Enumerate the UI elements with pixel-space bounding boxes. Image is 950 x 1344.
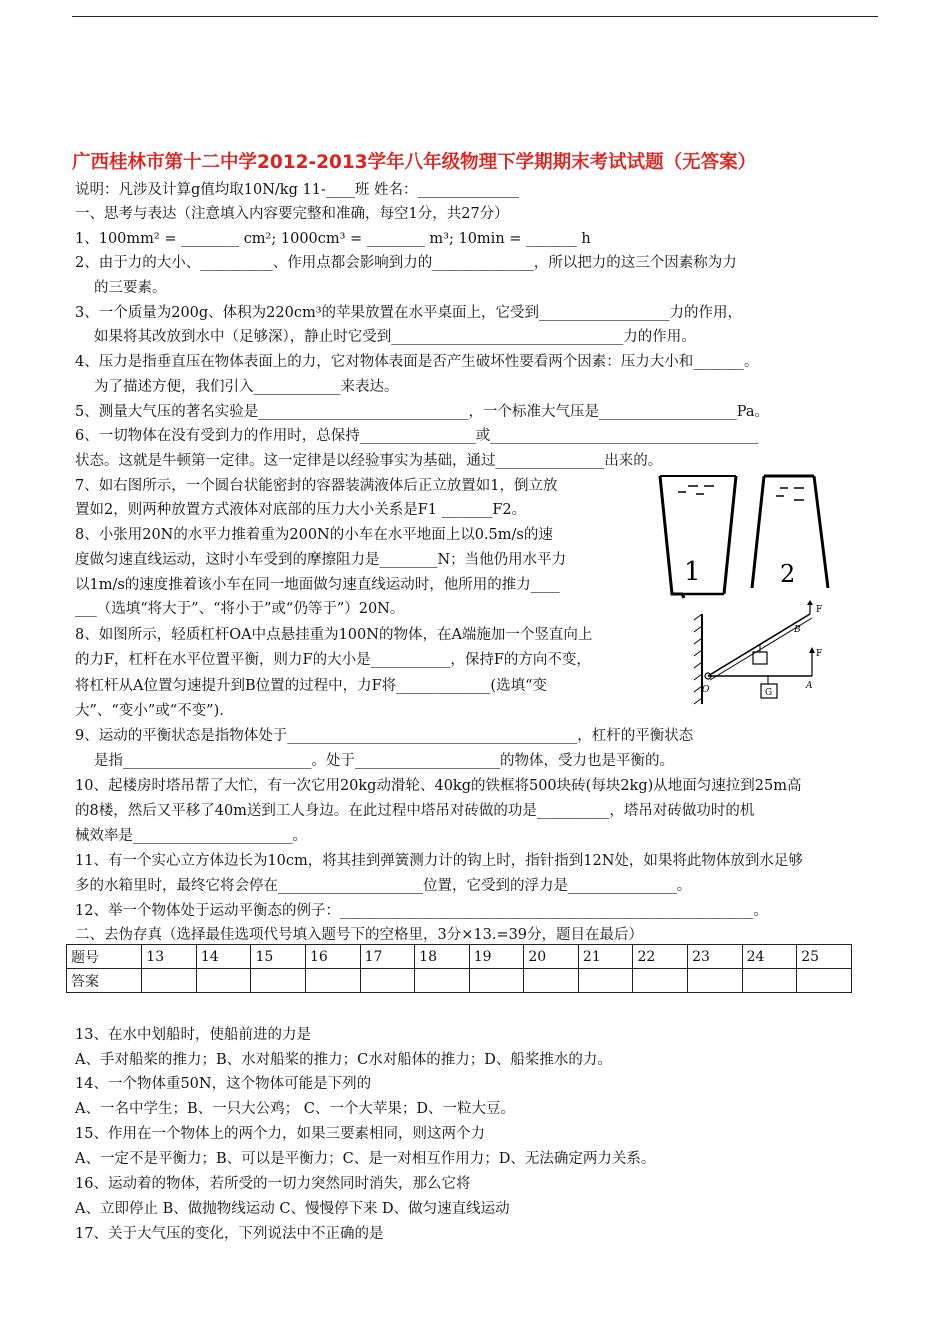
answer-cell[interactable] <box>578 969 633 993</box>
q10-cont-1: 的8楼，然后又平移了40m送到工人身边。在此过程中塔吊对砖做的功是__________，塔吊对砖做功时的机 <box>75 803 755 819</box>
q11-text: 11、有一个实心立方体边长为10cm，将其挂到弹簧测力计的钩上时，指针指到12N处，如果将此物体放到水足够 <box>75 853 803 869</box>
table-row <box>67 969 852 993</box>
table-cell: 24 <box>742 945 797 969</box>
table-cell: 14 <box>196 945 251 969</box>
table-cell: 17 <box>360 945 415 969</box>
answer-cell[interactable] <box>142 969 197 993</box>
table-cell: 23 <box>688 945 743 969</box>
table-cell: 题号 <box>67 945 142 969</box>
q2-text: 2、由于力的大小、__________、作用点都会影响到力的______________，所以把力的这三个因素称为力 <box>75 255 737 271</box>
q8b-cont-2: 将杠杆从A位置匀速提升到B位置的过程中，力F将_____________(选填“变 <box>75 678 548 694</box>
table-cell: 19 <box>469 945 524 969</box>
q9-cont: 是指__________________________。处于____________________的物体，受力也是平衡的。 <box>94 753 674 769</box>
answer-cell[interactable] <box>306 969 361 993</box>
q9-text: 9、运动的平衡状态是指物体处于________________________________________，杠杆的平衡状态 <box>75 728 694 744</box>
q13-text: 13、在水中划船时，使船前进的力是 <box>75 1027 311 1043</box>
table-cell: 15 <box>251 945 306 969</box>
q3-text: 3、一个质量为200g、体积为220cm³的苹果放置在水平桌面上，它受到__________________力的作用， <box>75 305 743 321</box>
q5-text: 5、测量大气压的著名实验是_____________________________，一个标准大气压是___________________Pa。 <box>75 404 769 420</box>
answer-cell[interactable] <box>524 969 579 993</box>
answer-cell[interactable] <box>251 969 306 993</box>
q14-options: A、一名中学生；B、一只大公鸡； C、一个大苹果；D、一粒大豆。 <box>75 1101 515 1117</box>
answer-cell[interactable] <box>633 969 688 993</box>
force-label-right: F <box>816 649 823 659</box>
container-figure <box>648 472 854 600</box>
point-b-label: B <box>794 625 801 635</box>
figure-label-2: 2 <box>780 560 796 588</box>
q11-cont: 多的水箱里时，最终它将会停在____________________位置，它受到的浮力是_______________。 <box>75 878 692 894</box>
answer-cell[interactable] <box>469 969 524 993</box>
q2-cont: 的三要素。 <box>94 280 167 296</box>
force-label-top: F <box>816 605 823 615</box>
q10-cont-2: 械效率是______________________。 <box>75 828 307 844</box>
top-rule <box>72 16 878 17</box>
q16-text: 16、运动着的物体，若所受的一切力突然同时消失，那么它将 <box>75 1176 471 1192</box>
section-1-heading: 一、思考与表达（注意填入内容要完整和准确，每空1分，共27分） <box>75 206 509 222</box>
q6-text: 6、一切物体在没有受到力的作用时，总保持________________或_____________________________________ <box>75 428 759 444</box>
q14-text: 14、一个物体重50N，这个物体可能是下列的 <box>75 1076 372 1092</box>
q16-options: A、立即停止 B、做抛物线运动 C、慢慢停下来 D、做匀速直线运动 <box>75 1201 510 1217</box>
table-cell: 21 <box>578 945 633 969</box>
answer-cell[interactable] <box>688 969 743 993</box>
q15-text: 15、作用在一个物体上的两个力，如果三要素相同，则这两个力 <box>75 1126 485 1142</box>
point-a-label: A <box>806 681 813 691</box>
table-row <box>67 945 852 969</box>
q8b-cont-1: 的力F，杠杆在水平位置平衡，则力F的大小是___________，保持F的方向不变， <box>75 652 591 668</box>
q8-cont-2: 以1m/s的速度推着该小车在同一地面做匀速直线运动时，他所用的推力____ <box>75 577 560 593</box>
page-title: 广西桂林市第十二中学2012-2013学年八年级物理下学期期末考试试题（无答案） <box>72 152 757 173</box>
answer-table <box>66 944 852 993</box>
figure-label-1: 1 <box>684 557 701 587</box>
section-2-heading: 二、去伪存真（选择最佳选项代号填入题号下的空格里，3分×13.=39分，题目在最后） <box>75 927 644 943</box>
q7-text: 7、如右图所示，一个圆台状能密封的容器装满液体后正立放置如1，倒立放 <box>75 478 558 494</box>
q8b-cont-3: 大”、“变小”或“不变”)． <box>75 703 234 719</box>
q13-options: A、手对船桨的推力；B、水对船桨的推力；C水对船体的推力；D、船桨推水的力。 <box>75 1052 612 1068</box>
table-cell: 18 <box>415 945 470 969</box>
exam-note: 说明：凡涉及计算g值均取10N/kg 11-____班 姓名：______________ <box>75 182 519 198</box>
q8-cont-1: 度做匀速直线运动，这时小车受到的摩擦阻力是________N；当他仍用水平力 <box>75 552 567 568</box>
weight-g-label: G <box>765 688 773 698</box>
q3-cont: 如果将其改放到水中（足够深），静止时它受到________________________________力的作用。 <box>94 329 696 345</box>
answer-cell[interactable] <box>360 969 415 993</box>
answer-cell[interactable] <box>742 969 797 993</box>
table-cell: 25 <box>797 945 852 969</box>
table-cell: 22 <box>633 945 688 969</box>
q17-text: 17、关于大气压的变化，下列说法中不正确的是 <box>75 1226 384 1242</box>
q8-cont-3: ___（选填“将大于”、“将小于”或“仍等于”）20N。 <box>75 601 405 617</box>
table-cell: 20 <box>524 945 579 969</box>
table-cell: 16 <box>306 945 361 969</box>
q15-options: A、一定不是平衡力；B、可以是平衡力；C、是一对相互作用力；D、无法确定两力关系。 <box>75 1151 656 1167</box>
q10-text: 10、起楼房时塔吊帮了大忙，有一次它用20kg动滑轮、40kg的铁框将500块砖(每块2kg)从地面匀速拉到25m高 <box>75 778 802 794</box>
answer-cell[interactable] <box>797 969 852 993</box>
q1-text: 1、100mm² = ________ cm²; 1000cm³ = ________ m³; 10min = _______ h <box>75 231 591 247</box>
q4-text: 4、压力是指垂直压在物体表面上的力，它对物体表面是否产生破坏性要看两个因素：压力大小和_______。 <box>75 354 759 370</box>
q7-cont: 置如2，则两种放置方式液体对底部的压力大小关系是F1 _______F2。 <box>75 502 527 518</box>
answer-cell[interactable] <box>415 969 470 993</box>
q12-text: 12、举一个物体处于运动平衡态的例子：_________________________________________________________。 <box>75 903 768 919</box>
q8b-text: 8、如图所示，轻质杠杆OA中点悬挂重为100N的物体，在A端施加一个竖直向上 <box>75 627 593 643</box>
q6-cont: 状态。这就是牛顿第一定律。这一定律是以经验事实为基础，通过_______________出来的。 <box>75 453 663 469</box>
answer-cell[interactable] <box>196 969 251 993</box>
table-cell: 答案 <box>67 969 142 993</box>
q8-text: 8、小张用20N的水平力推着重为200N的小车在水平地面上以0.5m/s的速 <box>75 527 553 543</box>
lever-figure <box>672 600 842 718</box>
q4-cont: 为了描述方便，我们引入____________来表达。 <box>94 379 399 395</box>
point-o-label: O <box>702 685 710 695</box>
table-cell: 13 <box>142 945 197 969</box>
